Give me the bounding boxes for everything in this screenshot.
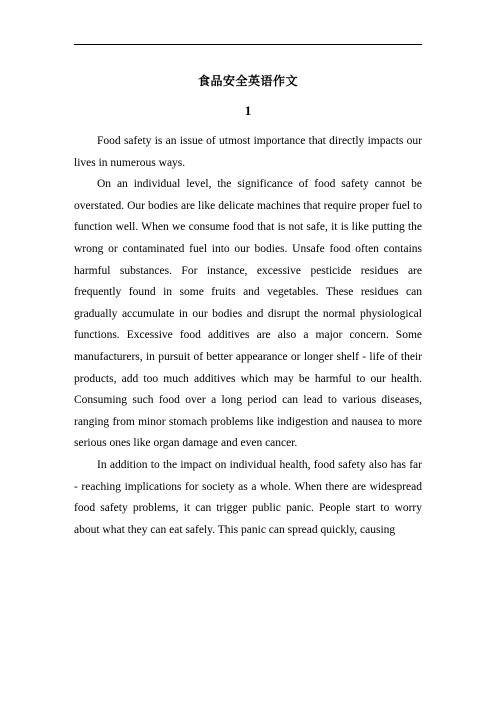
- document-body: [74, 131, 422, 541]
- paragraph: On an individual level, the significance of food safety cannot be overstated. Our bodies are like delicate machines that require proper fuel to function well. When we consume food that is not safe, it is like putting the wrong or contaminated fuel into our bodies. Unsafe food often contains harmful substances. For instance, excessive pesticide residues are frequently found in some fruits and vegetables. These residues can gradually accumulate in our bodies and disrupt the normal physiological functions. Excessive food additives are also a major concern. Some manufacturers, in pursuit of better appearance or longer shelf - life of their products, add too much additives which may be harmful to our health. Consuming such food over a long period can lead to various diseases, ranging from minor stomach problems like indigestion and nausea to more serious ones like organ damage and even cancer.: [74, 178, 422, 450]
- paragraph: Food safety is an issue of utmost importance that directly impacts our lives in numerous ways.: [74, 135, 422, 169]
- header-rule: [74, 44, 422, 45]
- paragraph: In addition to the impact on individual health, food safety also has far - reaching implications for society as a whole. When there are widespread food safety problems, it can trigger public panic. People start to worry about what they can eat safely. This panic can spread quickly, causing: [74, 458, 422, 536]
- section-number: 1: [244, 103, 252, 118]
- document-title: 食品安全英语作文: [197, 74, 298, 88]
